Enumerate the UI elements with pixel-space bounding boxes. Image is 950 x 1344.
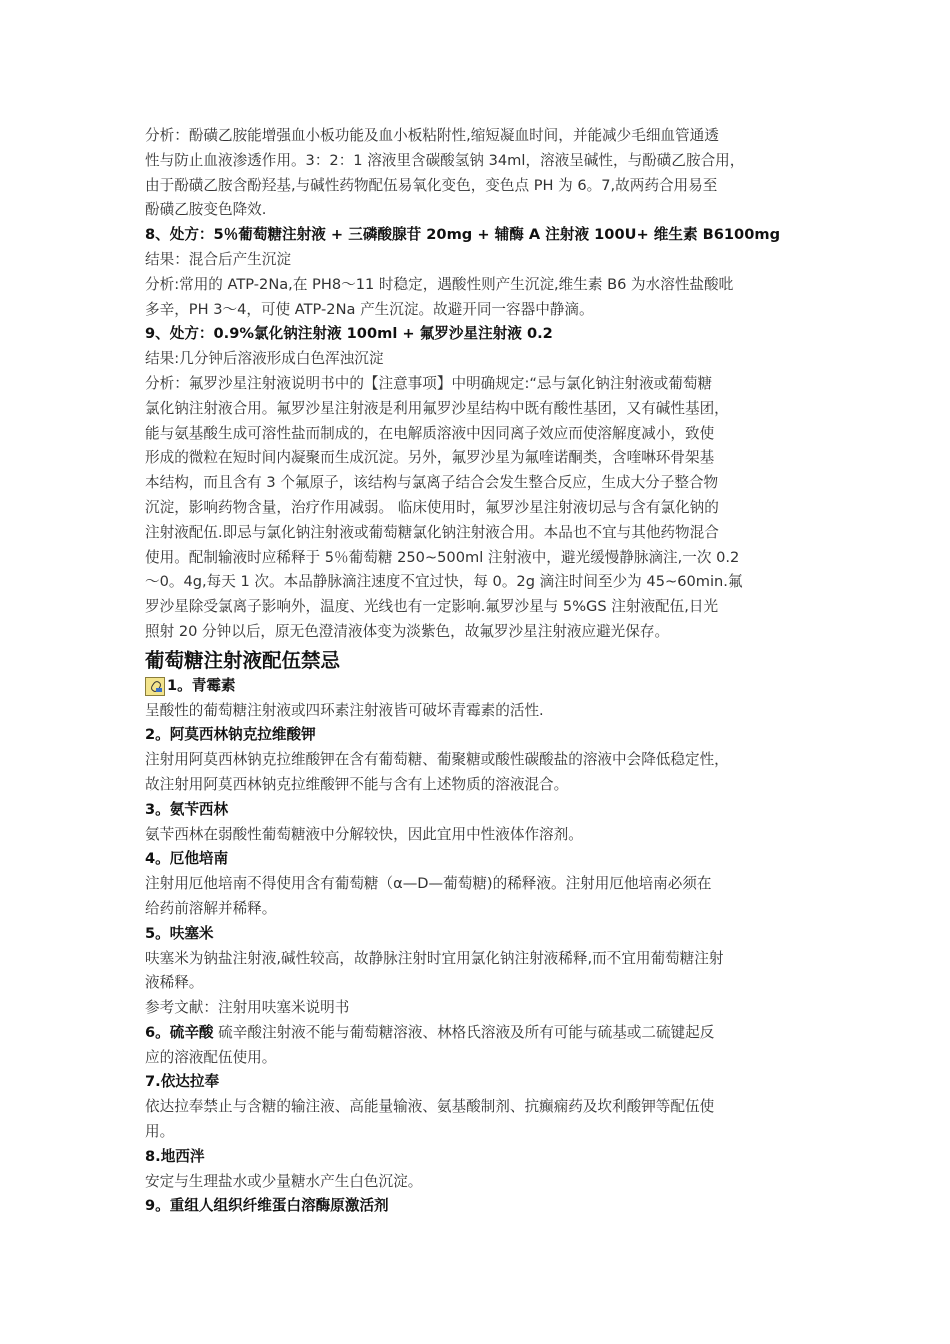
- item-text: 呋塞米为钠盐注射液,碱性较高，故静脉注射时宜用氯化钠注射液稀释,而不宜用葡萄糖注射: [145, 949, 724, 967]
- text-line: 本结构，而且含有 3 个氟原子，该结构与氯离子结合会发生整合反应，生成大分子整合物: [145, 474, 719, 492]
- item-text: 给药前溶解并稀释。: [145, 899, 277, 917]
- item-heading: 7.依达拉奉: [145, 1073, 220, 1091]
- text-line: 由于酚磺乙胺含酚羟基,与碱性药物配伍易氧化变色，变色点 PH 为 6。7,故两药合用易至: [145, 176, 718, 194]
- item-text: 注射用阿莫西林钠克拉维酸钾在含有葡萄糖、葡聚糖或酸性碳酸盐的溶液中会降低稳定性，: [145, 751, 729, 769]
- item-heading: 5。呋塞米: [145, 924, 214, 942]
- item-text: 氨苄西林在弱酸性葡萄糖液中分解较快，因此宜用中性液体作溶剂。: [145, 825, 583, 843]
- section-title: 葡萄糖注射液配伍禁忌: [145, 648, 341, 672]
- item-heading: 2。阿莫西林钠克拉维酸钾: [145, 726, 316, 744]
- text-line: 结果：混合后产生沉淀: [145, 250, 291, 268]
- prescription-heading-8: 8、处方：5％葡萄糖注射液 + 三磷酸腺苷 20mg + 辅酶 A 注射液 100U+ 维生素 B6100mg: [145, 226, 781, 244]
- item-text: 呈酸性的葡萄糖注射液或四环素注射液皆可破坏青霉素的活性.: [145, 701, 544, 719]
- item-text: 安定与生理盐水或少量糖水产生白色沉淀。: [145, 1172, 423, 1190]
- text-line: 多辛，PH 3～4，可使 ATP-2Na 产生沉淀。故避开同一容器中静滴。: [145, 300, 594, 318]
- text-line: 沉淀，影响药物含量，治疗作用减弱。 临床使用时，氟罗沙星注射液切忌与含有氯化钠的: [145, 498, 719, 516]
- item-heading: 1。青霉素: [167, 676, 236, 694]
- text-line: 氯化钠注射液合用。氟罗沙星注射液是利用氟罗沙星结构中既有酸性基团，又有碱性基团，: [145, 399, 729, 417]
- item-text: 用。: [145, 1123, 175, 1141]
- item-text: 依达拉奉禁止与含糖的输注液、高能量输液、氨基酸制剂、抗癫痫药及坎利酸钾等配伍使: [145, 1098, 715, 1116]
- item-heading-row: [145, 674, 815, 699]
- text-line: 形成的微粒在短时间内凝聚而生成沉淀。另外，氟罗沙星为氟喹诺酮类，含喹啉环骨架基: [145, 449, 715, 467]
- item-inline-text: 硫辛酸注射液不能与葡萄糖溶液、林格氏溶液及所有可能与硫基或二硫键起反: [213, 1023, 715, 1041]
- text-line: 性与防止血液渗透作用。3：2：1 溶液里含碳酸氢钠 34ml，溶液呈碱性，与酚磺乙胺合用，: [145, 151, 745, 169]
- reference-text: 参考文献：注射用呋塞米说明书: [145, 999, 350, 1017]
- item-heading: 3。氨苄西林: [145, 800, 229, 818]
- text-line: 罗沙星除受氯离子影响外，温度、光线也有一定影响.氟罗沙星与 5%GS 注射液配伍,日光: [145, 598, 719, 616]
- text-line: 分析:常用的 ATP-2Na,在 PH8～11 时稳定，遇酸性则产生沉淀,维生素 B6 为水溶性盐酸吡: [145, 275, 734, 293]
- item-text: 液稀释。: [145, 974, 204, 992]
- document-page: [145, 124, 815, 1219]
- text-line: 照射 20 分钟以后，原无色澄清液体变为淡紫色，故氟罗沙星注射液应避光保存。: [145, 622, 670, 640]
- item-inline-row: [145, 1021, 815, 1046]
- text-line: 使用。配制输液时应稀释于 5％葡萄糖 250~500ml 注射液中，避光缓慢静脉滴注,一次 0.2: [145, 548, 740, 566]
- text-line: ～0。4g,每天 1 次。本品静脉滴注速度不宜过快，每 0。2g 滴注时间至少为 45~60min.氟: [145, 573, 743, 591]
- item-heading: 9。重组人组织纤维蛋白溶酶原激活剂: [145, 1197, 389, 1215]
- prescription-heading-9: 9、处方：0.9%氯化钠注射液 100ml + 氟罗沙星注射液 0.2: [145, 325, 553, 343]
- text-line: 分析：氟罗沙星注射液说明书中的【注意事项】中明确规定:“忌与氯化钠注射液或葡萄糖: [145, 374, 713, 392]
- text-line: 能与氨基酸生成可溶性盐而制成的，在电解质溶液中因同离子效应而使溶解度减小，致使: [145, 424, 715, 442]
- text-line: 分析：酚磺乙胺能增强血小板功能及血小板粘附性,缩短凝血时间，并能减少毛细血管通透: [145, 127, 719, 144]
- item-text: 应的溶液配伍使用。: [145, 1048, 277, 1066]
- text-line: 注射液配伍.即忌与氯化钠注射液或葡萄糖氯化钠注射液合用。本品也不宜与其他药物混合: [145, 523, 719, 541]
- document-link-icon[interactable]: [145, 677, 165, 696]
- item-text: 注射用厄他培南不得使用含有葡萄糖（α—D—葡萄糖)的稀释液。注射用厄他培南必须在: [145, 875, 712, 893]
- text-line: 结果:几分钟后溶液形成白色浑浊沉淀: [145, 350, 384, 368]
- item-text: 故注射用阿莫西林钠克拉维酸钾不能与含有上述物质的溶液混合。: [145, 775, 569, 793]
- item-heading: 4。厄他培南: [145, 850, 229, 868]
- item-heading: 8.地西泮: [145, 1147, 205, 1165]
- text-line: 酚磺乙胺变色降效.: [145, 201, 267, 219]
- item-heading: 6。硫辛酸: [145, 1023, 214, 1041]
